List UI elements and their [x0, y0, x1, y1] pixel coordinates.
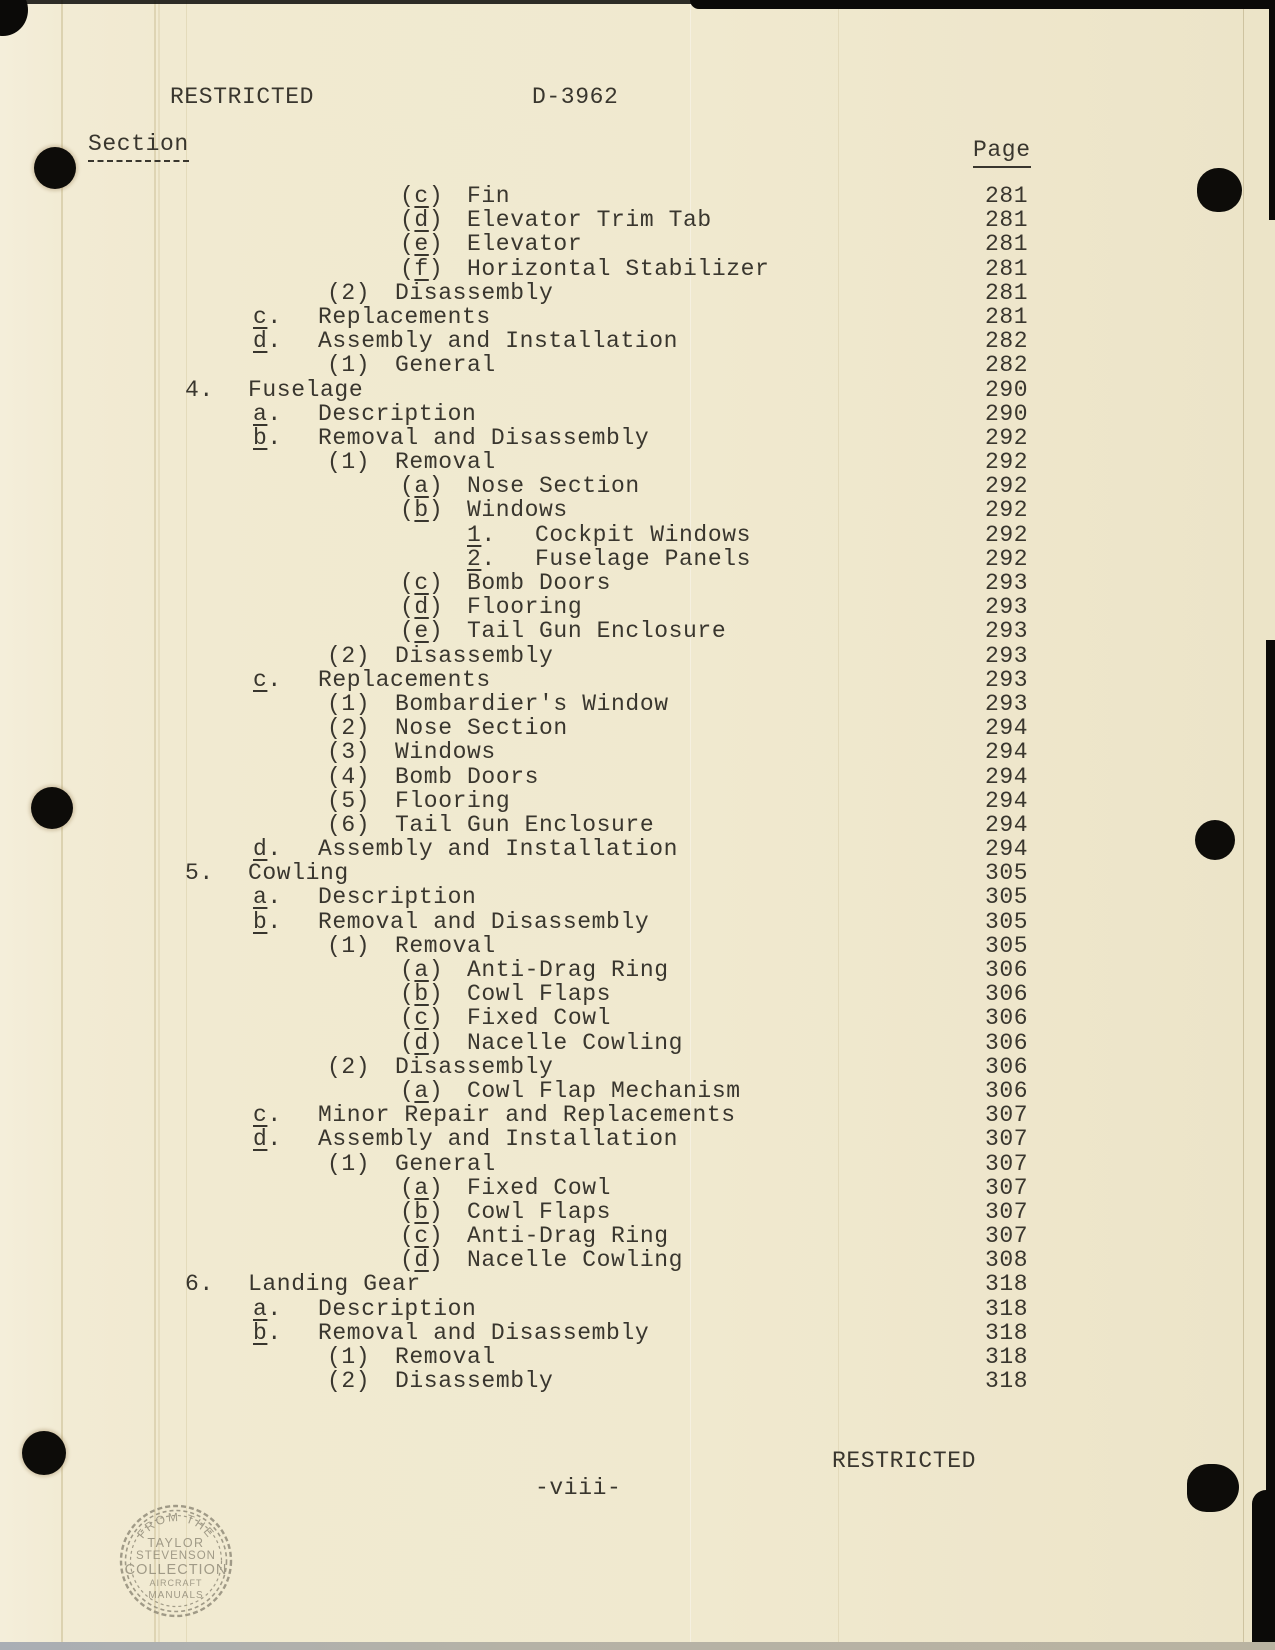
stamp-line: COLLECTION [124, 1562, 228, 1578]
toc-entry-page-number: 292 [985, 545, 1029, 572]
toc-entry-label: (a) [400, 473, 444, 500]
toc-entry [0, 619, 1275, 643]
stamp-line: MANUALS [148, 1590, 204, 1601]
toc-entry [0, 232, 1275, 256]
page-column-header: Page [973, 139, 1031, 168]
toc-entry-page-number: 294 [985, 715, 1029, 742]
toc-entry-page-number: 305 [985, 884, 1029, 911]
toc-entry-label: (5) [327, 787, 371, 814]
toc-entry-label: (d) [400, 1247, 444, 1274]
folio-page-number: -viii- [535, 1475, 622, 1501]
toc-entry-page-number: 307 [985, 1198, 1029, 1225]
toc-entry [0, 1079, 1275, 1103]
toc-entry-page-number: 281 [985, 207, 1029, 234]
toc-entry [0, 861, 1275, 885]
toc-entry [0, 426, 1275, 450]
toc-entry-page-number: 294 [985, 739, 1029, 766]
toc-entry-label: d. [253, 836, 282, 863]
toc-entry [0, 1127, 1275, 1151]
toc-entry-label: (2) [327, 1053, 371, 1080]
toc-entry [0, 1248, 1275, 1272]
toc-entry-page-number: 292 [985, 449, 1029, 476]
toc-entry-title: Description [318, 884, 477, 911]
toc-entry-label: (1) [327, 449, 371, 476]
scan-edge-top [0, 0, 1275, 4]
toc-entry-title: General [395, 1150, 496, 1177]
toc-entry-title: Removal [395, 932, 496, 959]
toc-entry-title: Fin [467, 183, 511, 209]
toc-entry-page-number: 306 [985, 957, 1029, 983]
toc-entry-title: Cowl Flap Mechanism [467, 1077, 741, 1104]
toc-entry-page-number: 290 [985, 376, 1029, 403]
toc-entry-page-number: 305 [985, 860, 1029, 887]
toc-entry-page-number: 306 [985, 981, 1029, 1008]
toc-entry-page-number: 318 [985, 1368, 1029, 1395]
toc-entry-page-number: 294 [985, 763, 1029, 790]
toc-entry-title: Removal [395, 1344, 496, 1370]
toc-entry-title: Tail Gun Enclosure [395, 811, 655, 838]
toc-entry-label: (b) [400, 1198, 444, 1225]
toc-entry-label: c. [253, 303, 282, 330]
hole-punch [22, 1431, 66, 1475]
toc-entry-page-number: 305 [985, 908, 1029, 935]
toc-entry-title: Replacements [318, 303, 491, 330]
toc-entry-label: (1) [327, 932, 371, 959]
toc-entry-label: a. [253, 1295, 282, 1322]
toc-entry [0, 1152, 1275, 1176]
toc-entry [0, 1321, 1275, 1345]
toc-entry-title: Flooring [395, 787, 511, 814]
toc-entry-title: Elevator [467, 231, 583, 258]
toc-entry [0, 1369, 1275, 1393]
toc-entry-page-number: 292 [985, 473, 1029, 500]
toc-entry [0, 837, 1275, 861]
scan-edge-right [1252, 1490, 1275, 1650]
toc-entry-label: a. [253, 884, 282, 911]
toc-entry-label: (2) [327, 1368, 371, 1395]
toc-entry-label: (f) [400, 255, 444, 282]
toc-entry [0, 644, 1275, 668]
toc-entry-label: (6) [327, 811, 371, 838]
toc-entry-label: (1) [327, 1344, 371, 1370]
toc-entry [0, 910, 1275, 934]
toc-entry-page-number: 294 [985, 787, 1029, 814]
toc-entry-title: Replacements [318, 666, 491, 693]
toc-entry-label: (2) [327, 279, 371, 306]
toc-entry-label: (b) [400, 497, 444, 524]
toc-entry-title: Fuselage [248, 376, 364, 403]
toc-entry-page-number: 307 [985, 1150, 1029, 1177]
toc-entry-page-number: 293 [985, 666, 1029, 693]
toc-entry [0, 1272, 1275, 1296]
toc-entry-page-number: 307 [985, 1102, 1029, 1129]
toc-entry-page-number: 293 [985, 594, 1029, 621]
toc-entry-label: (2) [327, 642, 371, 669]
toc-entry-title: Cockpit Windows [535, 521, 752, 548]
toc-entry [0, 474, 1275, 498]
classification-banner-bottom: RESTRICTED [832, 1448, 977, 1474]
toc-entry-label: (b) [400, 981, 444, 1008]
toc-entry-label: 5. [185, 860, 214, 887]
toc-entry [0, 789, 1275, 813]
toc-entry-label: (e) [400, 618, 444, 645]
toc-entry-page-number: 308 [985, 1247, 1029, 1274]
toc-entry [0, 668, 1275, 692]
scan-edge-bottom [0, 1642, 1275, 1650]
toc-entry [0, 1224, 1275, 1248]
toc-entry [0, 571, 1275, 595]
toc-entry-page-number: 293 [985, 570, 1029, 596]
toc-entry-title: Assembly and Installation [318, 836, 679, 863]
toc-entry [0, 378, 1275, 402]
toc-entry-title: Disassembly [395, 1053, 554, 1080]
toc-entry-title: Disassembly [395, 1368, 554, 1395]
toc-entry [0, 740, 1275, 764]
toc-entry [0, 402, 1275, 426]
toc-entry-title: Flooring [467, 594, 583, 621]
toc-entry-title: Nose Section [395, 715, 568, 742]
toc-entry-page-number: 318 [985, 1271, 1029, 1298]
toc-entry [0, 450, 1275, 474]
toc-entry-label: (1) [327, 690, 371, 717]
toc-entry-label: (c) [400, 183, 444, 209]
stamp-arc-text: FROM THE [134, 1509, 218, 1542]
toc-entry-label: (a) [400, 957, 444, 983]
toc-entry-label: (c) [400, 570, 444, 596]
toc-entry-title: Bomb Doors [395, 763, 540, 790]
toc-entry [0, 1176, 1275, 1200]
toc-entry-label: 2. [467, 545, 496, 572]
toc-entry-title: Nacelle Cowling [467, 1247, 684, 1274]
toc-entry-page-number: 307 [985, 1174, 1029, 1201]
scan-edge-top-right [690, 0, 1275, 9]
toc-entry-page-number: 294 [985, 836, 1029, 863]
scan-edge-corner [0, 0, 28, 36]
toc-entry-page-number: 281 [985, 279, 1029, 306]
toc-entry [0, 498, 1275, 522]
toc-entry-title: Tail Gun Enclosure [467, 618, 727, 645]
toc-entry-label: 4. [185, 376, 214, 403]
stamp-line: TAYLOR [147, 1536, 205, 1550]
toc-entry-page-number: 307 [985, 1223, 1029, 1250]
section-column-header: Section [88, 133, 189, 162]
toc-entry-label: (c) [400, 1223, 444, 1250]
toc-entry-title: Description [318, 1295, 477, 1322]
toc-entry-page-number: 306 [985, 1005, 1029, 1032]
toc-entry-page-number: 293 [985, 690, 1029, 717]
toc-entry [0, 958, 1275, 982]
toc-entry [0, 765, 1275, 789]
toc-entry [0, 1031, 1275, 1055]
toc-entry-label: d. [253, 328, 282, 355]
toc-entry [0, 813, 1275, 837]
toc-entry-title: Removal [395, 449, 496, 476]
toc-entry [0, 716, 1275, 740]
toc-entry-label: (1) [327, 352, 371, 379]
toc-entry-title: Assembly and Installation [318, 1126, 679, 1153]
toc-entry-title: Minor Repair and Replacements [318, 1102, 736, 1129]
toc-entry-title: Nose Section [467, 473, 640, 500]
toc-entry [0, 1345, 1275, 1369]
toc-entry-page-number: 292 [985, 521, 1029, 548]
toc-entry-title: Disassembly [395, 642, 554, 669]
toc-entry-label: (a) [400, 1077, 444, 1104]
toc-entry-page-number: 281 [985, 231, 1029, 258]
toc-entry-label: (e) [400, 231, 444, 258]
toc-entry-label: 1. [467, 521, 496, 548]
toc-entry [0, 547, 1275, 571]
document-number: D-3962 [532, 84, 619, 110]
toc-entry [0, 885, 1275, 909]
toc-entry-title: Cowl Flaps [467, 1198, 612, 1225]
toc-entry-page-number: 281 [985, 303, 1029, 330]
toc-entry-title: Removal and Disassembly [318, 424, 650, 451]
toc-entry-label: b. [253, 908, 282, 935]
toc-entry [0, 184, 1275, 208]
toc-entry-title: Cowling [248, 860, 349, 887]
toc-entry-title: Windows [395, 739, 496, 766]
toc-entry [0, 353, 1275, 377]
toc-entry-label: (d) [400, 207, 444, 234]
toc-entry-title: Assembly and Installation [318, 328, 679, 355]
toc-entry-title: Bomb Doors [467, 570, 612, 596]
toc-entry-title: General [395, 352, 496, 379]
table-of-contents [0, 184, 1275, 1393]
toc-entry [0, 305, 1275, 329]
toc-entry-title: Bombardier's Window [395, 690, 669, 717]
toc-entry-title: Windows [467, 497, 568, 524]
toc-entry-title: Nacelle Cowling [467, 1029, 684, 1056]
toc-entry-label: (4) [327, 763, 371, 790]
toc-entry-title: Removal and Disassembly [318, 1319, 650, 1346]
hole-punch [1187, 1464, 1239, 1512]
toc-entry [0, 257, 1275, 281]
toc-entry-title: Horizontal Stabilizer [467, 255, 770, 282]
toc-entry-title: Fuselage Panels [535, 545, 752, 572]
toc-entry-label: c. [253, 1102, 282, 1129]
toc-entry-page-number: 292 [985, 424, 1029, 451]
toc-entry-title: Disassembly [395, 279, 554, 306]
toc-entry [0, 934, 1275, 958]
toc-entry-page-number: 306 [985, 1053, 1029, 1080]
toc-entry [0, 1297, 1275, 1321]
toc-entry [0, 595, 1275, 619]
toc-entry-page-number: 290 [985, 400, 1029, 427]
toc-entry-page-number: 293 [985, 642, 1029, 669]
toc-entry-page-number: 281 [985, 255, 1029, 282]
toc-entry-title: Landing Gear [248, 1271, 421, 1298]
classification-banner-top: RESTRICTED [170, 84, 315, 110]
toc-entry-page-number: 306 [985, 1029, 1029, 1056]
toc-entry-label: (3) [327, 739, 371, 766]
toc-entry-label: (1) [327, 1150, 371, 1177]
toc-entry [0, 1103, 1275, 1127]
toc-entry [0, 208, 1275, 232]
toc-entry [0, 692, 1275, 716]
toc-entry-label: (2) [327, 715, 371, 742]
toc-entry-page-number: 318 [985, 1319, 1029, 1346]
toc-entry-page-number: 293 [985, 618, 1029, 645]
hole-punch [34, 147, 76, 189]
toc-entry-label: b. [253, 424, 282, 451]
toc-entry-page-number: 294 [985, 811, 1029, 838]
toc-entry-title: Cowl Flaps [467, 981, 612, 1008]
toc-entry-title: Fixed Cowl [467, 1005, 612, 1032]
toc-entry-title: Description [318, 400, 477, 427]
toc-entry [0, 982, 1275, 1006]
toc-entry-title: Anti-Drag Ring [467, 957, 669, 983]
toc-entry-page-number: 306 [985, 1077, 1029, 1104]
toc-entry [0, 1200, 1275, 1224]
toc-entry [0, 1006, 1275, 1030]
toc-entry-label: a. [253, 400, 282, 427]
toc-entry-title: Anti-Drag Ring [467, 1223, 669, 1250]
toc-entry-label: (d) [400, 1029, 444, 1056]
toc-entry-label: (c) [400, 1005, 444, 1032]
collection-stamp [111, 1496, 241, 1626]
toc-entry [0, 329, 1275, 353]
toc-entry [0, 1055, 1275, 1079]
toc-entry [0, 281, 1275, 305]
toc-entry-page-number: 305 [985, 932, 1029, 959]
toc-entry-page-number: 282 [985, 328, 1029, 355]
toc-entry-label: (a) [400, 1174, 444, 1201]
toc-entry-title: Elevator Trim Tab [467, 207, 712, 234]
toc-entry-page-number: 292 [985, 497, 1029, 524]
toc-entry-label: b. [253, 1319, 282, 1346]
toc-entry-page-number: 307 [985, 1126, 1029, 1153]
toc-entry-page-number: 282 [985, 352, 1029, 379]
toc-entry-label: 6. [185, 1271, 214, 1298]
toc-entry-title: Fixed Cowl [467, 1174, 612, 1201]
toc-entry-label: (d) [400, 594, 444, 621]
toc-entry [0, 523, 1275, 547]
toc-entry-page-number: 281 [985, 183, 1029, 209]
toc-entry-title: Removal and Disassembly [318, 908, 650, 935]
stamp-line: AIRCRAFT [149, 1578, 203, 1588]
toc-entry-page-number: 318 [985, 1295, 1029, 1322]
toc-entry-page-number: 318 [985, 1344, 1029, 1370]
toc-entry-label: d. [253, 1126, 282, 1153]
toc-entry-label: c. [253, 666, 282, 693]
stamp-line: STEVENSON [136, 1550, 216, 1562]
